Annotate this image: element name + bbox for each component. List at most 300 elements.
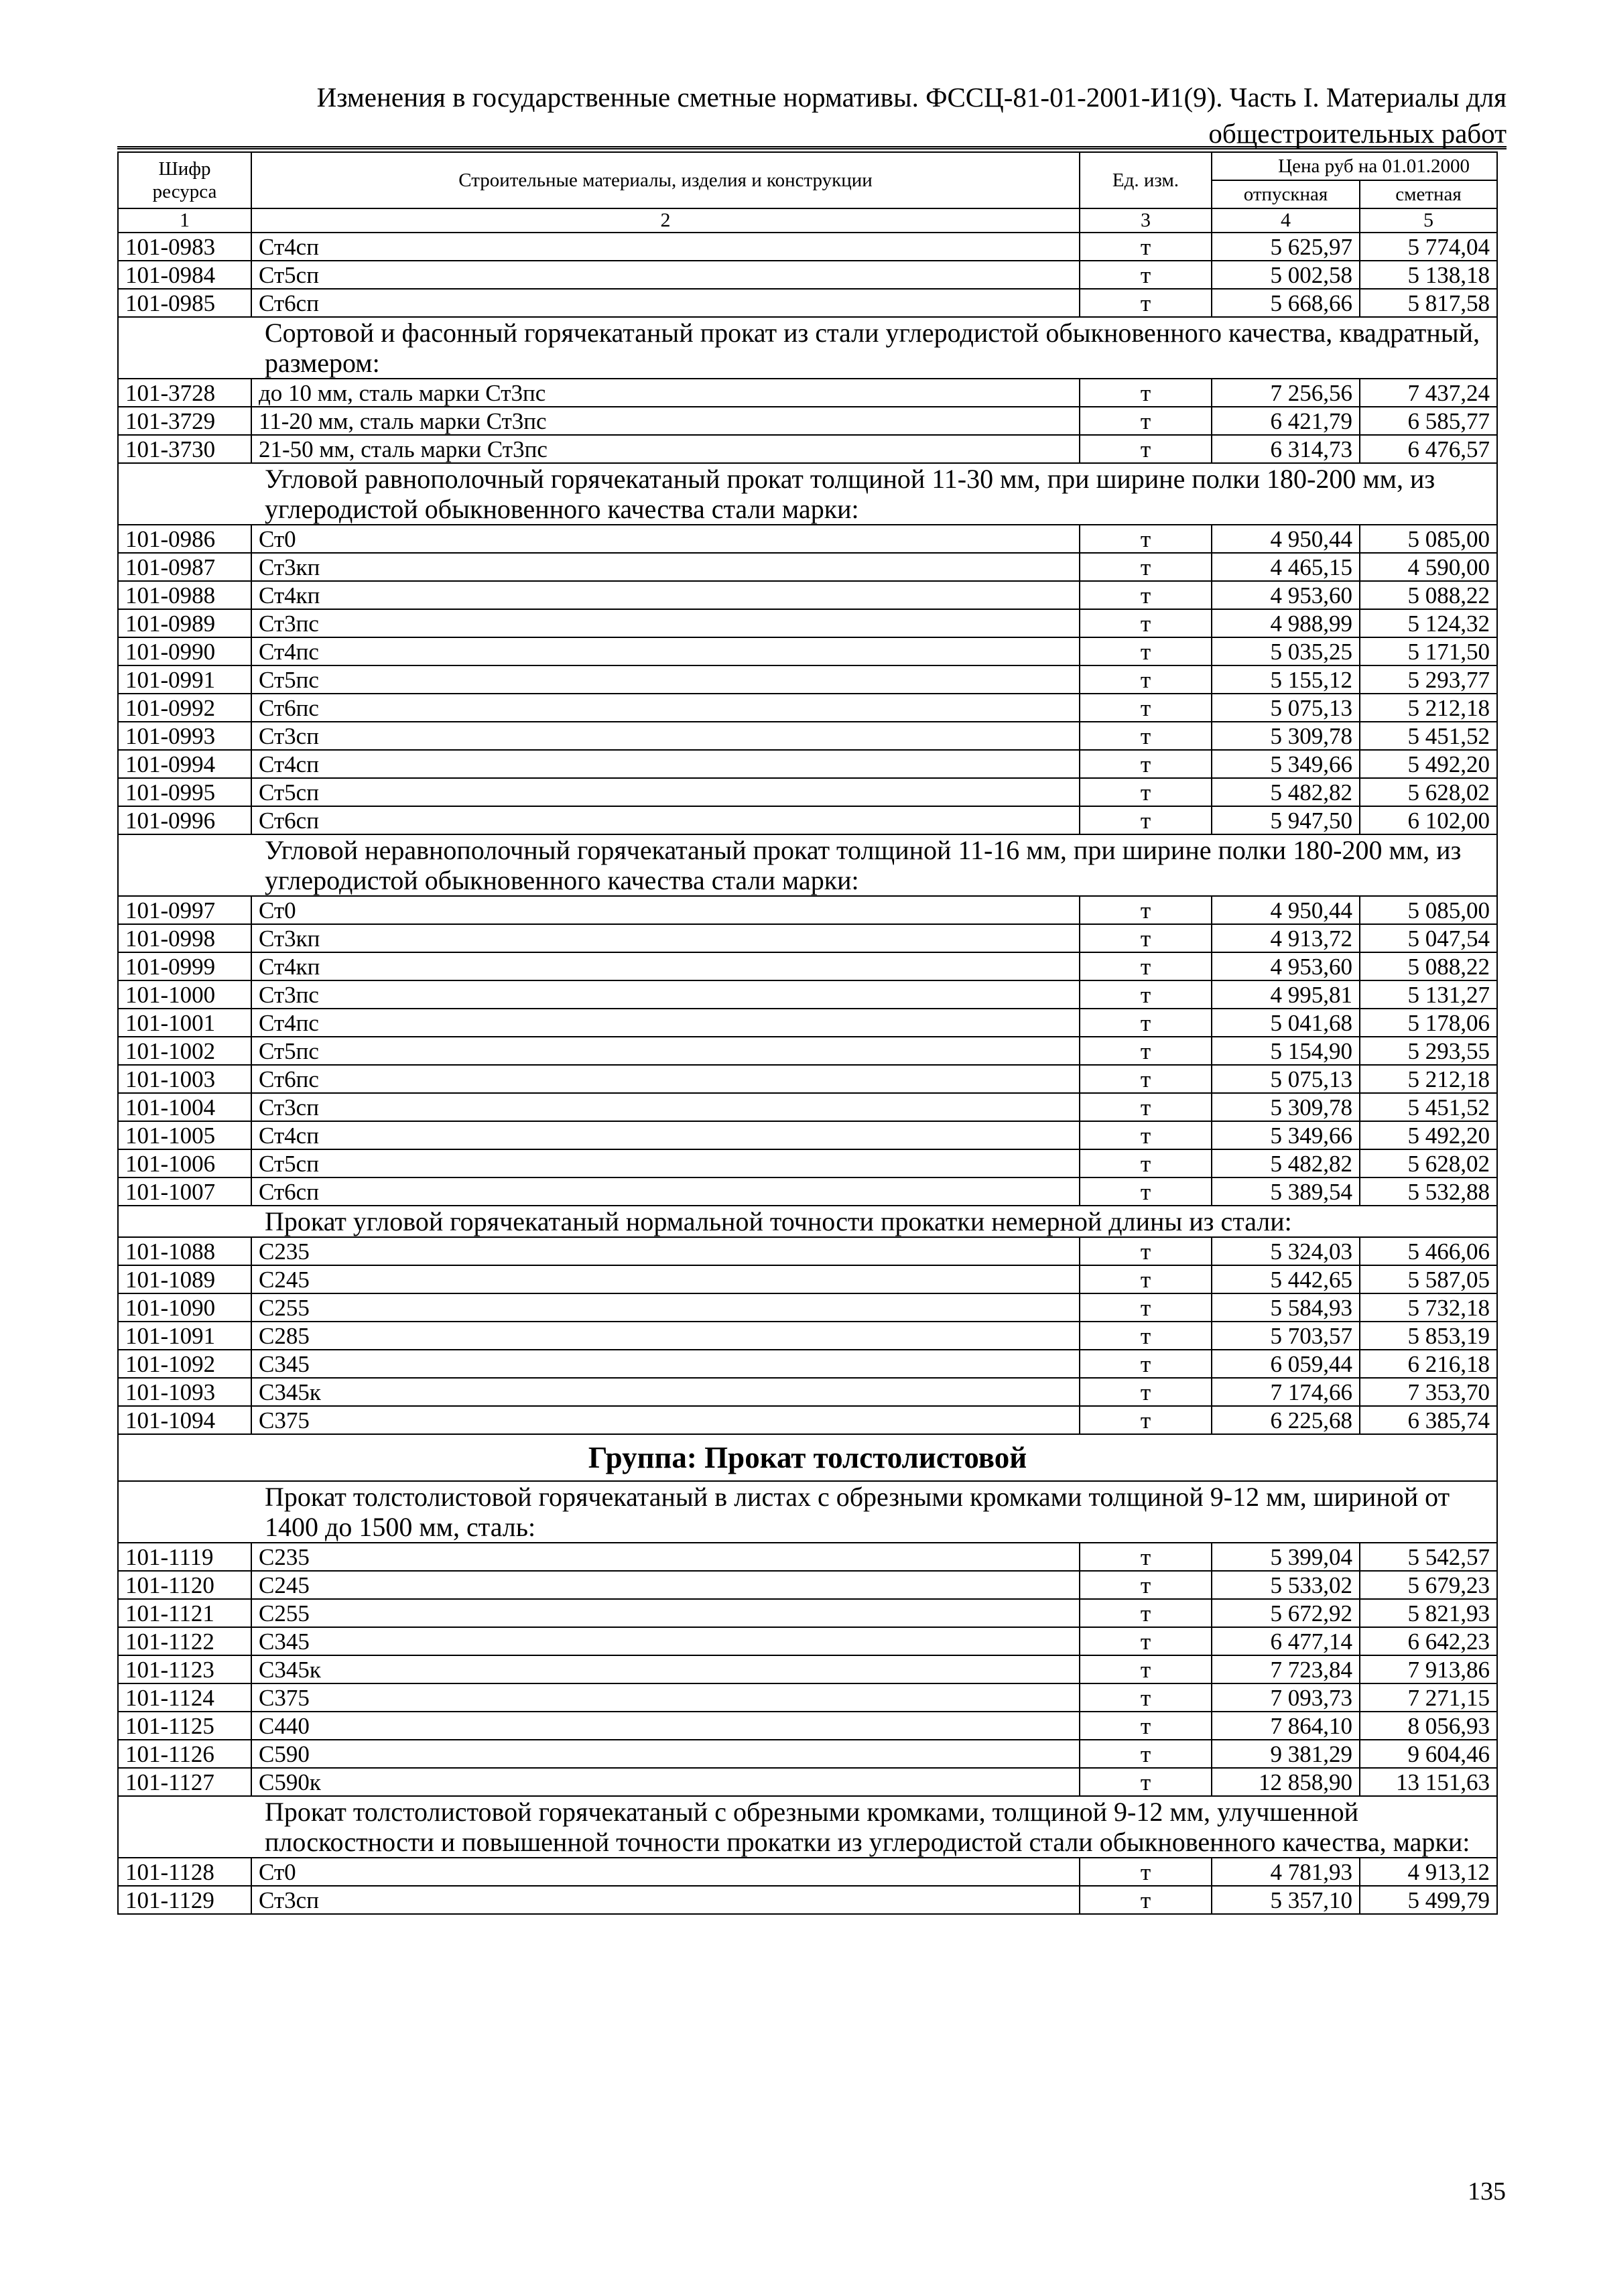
table-row: [118, 1712, 1497, 1740]
price-table-body: [118, 152, 1497, 1914]
table-row: [118, 1149, 1497, 1177]
table-row: [118, 1065, 1497, 1093]
material-name: С375: [251, 1406, 1080, 1434]
unit-cell: т: [1080, 952, 1212, 980]
unit-cell: т: [1080, 1378, 1212, 1406]
material-name: С345к: [251, 1378, 1080, 1406]
release-price: 5 002,58: [1212, 261, 1360, 289]
estimate-price: 5 466,06: [1360, 1237, 1497, 1265]
col-number-1: 1: [118, 208, 251, 233]
unit-cell: т: [1080, 289, 1212, 317]
section-description: Угловой равнополочный горячекатаный прокат толщиной 11-30 мм, при ширине полки 180-200 мм, из углеродистой обыкновенного качества стали марки:: [118, 463, 1497, 525]
release-price: 5 309,78: [1212, 1093, 1360, 1121]
resource-code: 101-1129: [118, 1886, 251, 1914]
release-price: 7 864,10: [1212, 1712, 1360, 1740]
table-row: [118, 1037, 1497, 1065]
material-name: Ст5сп: [251, 1149, 1080, 1177]
resource-code: 101-1094: [118, 1406, 251, 1434]
material-name: Ст3сп: [251, 722, 1080, 750]
unit-cell: т: [1080, 525, 1212, 553]
release-price: 4 913,72: [1212, 924, 1360, 952]
resource-code: 101-1005: [118, 1121, 251, 1149]
release-price: 4 950,44: [1212, 896, 1360, 924]
resource-code: 101-1001: [118, 1009, 251, 1037]
col-number-3: 3: [1080, 208, 1212, 233]
material-name: Ст3пс: [251, 609, 1080, 637]
release-price: 7 093,73: [1212, 1683, 1360, 1712]
resource-code: 101-1088: [118, 1237, 251, 1265]
table-row: [118, 722, 1497, 750]
material-name: С440: [251, 1712, 1080, 1740]
resource-code: 101-1124: [118, 1683, 251, 1712]
material-name: Ст5сп: [251, 778, 1080, 806]
release-price: 4 953,60: [1212, 952, 1360, 980]
column-header-row: [118, 152, 1497, 180]
resource-code: 101-0985: [118, 289, 251, 317]
table-row: [118, 806, 1497, 834]
estimate-price: 5 131,27: [1360, 980, 1497, 1009]
resource-code: 101-1007: [118, 1177, 251, 1206]
material-name: Ст4сп: [251, 233, 1080, 261]
table-row: [118, 1009, 1497, 1037]
unit-cell: т: [1080, 1712, 1212, 1740]
estimate-price: 7 437,24: [1360, 379, 1497, 407]
unit-cell: т: [1080, 379, 1212, 407]
material-name: С255: [251, 1599, 1080, 1627]
release-price: 9 381,29: [1212, 1740, 1360, 1768]
estimate-price: 5 085,00: [1360, 525, 1497, 553]
estimate-price: 5 532,88: [1360, 1177, 1497, 1206]
resource-code: 101-1090: [118, 1293, 251, 1322]
resource-code: 101-3729: [118, 407, 251, 435]
table-row: [118, 525, 1497, 553]
col-number-4: 4: [1212, 208, 1360, 233]
material-name: 21-50 мм, сталь марки Ст3пс: [251, 435, 1080, 463]
unit-cell: т: [1080, 1322, 1212, 1350]
release-price: 5 389,54: [1212, 1177, 1360, 1206]
estimate-price: 5 085,00: [1360, 896, 1497, 924]
release-price: 5 442,65: [1212, 1265, 1360, 1293]
unit-cell: т: [1080, 1121, 1212, 1149]
resource-code: 101-1003: [118, 1065, 251, 1093]
table-row: [118, 778, 1497, 806]
col-number-2: 2: [251, 208, 1080, 233]
release-price: 5 533,02: [1212, 1571, 1360, 1599]
material-name: С255: [251, 1293, 1080, 1322]
unit-cell: т: [1080, 1406, 1212, 1434]
resource-code: 101-1000: [118, 980, 251, 1009]
unit-cell: т: [1080, 1683, 1212, 1712]
unit-cell: т: [1080, 694, 1212, 722]
release-price: 6 477,14: [1212, 1627, 1360, 1655]
release-price: 7 174,66: [1212, 1378, 1360, 1406]
resource-code: 101-1125: [118, 1712, 251, 1740]
unit-cell: т: [1080, 407, 1212, 435]
unit-cell: т: [1080, 1627, 1212, 1655]
table-row: [118, 379, 1497, 407]
material-name: Ст5пс: [251, 1037, 1080, 1065]
material-name: 11-20 мм, сталь марки Ст3пс: [251, 407, 1080, 435]
header-line-2: общестроительных работ: [1208, 118, 1507, 149]
resource-code: 101-1119: [118, 1543, 251, 1571]
unit-cell: т: [1080, 1599, 1212, 1627]
material-name: С245: [251, 1571, 1080, 1599]
release-price: 5 035,25: [1212, 637, 1360, 665]
unit-cell: т: [1080, 637, 1212, 665]
unit-cell: т: [1080, 750, 1212, 778]
material-name: Ст3сп: [251, 1886, 1080, 1914]
release-price: 5 309,78: [1212, 722, 1360, 750]
resource-code: 101-0993: [118, 722, 251, 750]
price-table: [117, 151, 1498, 1915]
release-price: 5 399,04: [1212, 1543, 1360, 1571]
estimate-price: 5 293,77: [1360, 665, 1497, 694]
material-name: Ст4пс: [251, 637, 1080, 665]
resource-code: 101-0995: [118, 778, 251, 806]
estimate-price: 5 492,20: [1360, 750, 1497, 778]
release-price: 4 781,93: [1212, 1858, 1360, 1886]
material-name: Ст0: [251, 896, 1080, 924]
estimate-price: 5 774,04: [1360, 233, 1497, 261]
estimate-price: 5 088,22: [1360, 952, 1497, 980]
unit-cell: т: [1080, 1768, 1212, 1796]
unit-cell: т: [1080, 1571, 1212, 1599]
material-name: Ст4пс: [251, 1009, 1080, 1037]
estimate-price: 5 088,22: [1360, 581, 1497, 609]
resource-code: 101-1120: [118, 1571, 251, 1599]
table-row: [118, 1350, 1497, 1378]
material-name: Ст3пс: [251, 980, 1080, 1009]
table-row: [118, 665, 1497, 694]
resource-code: 101-1089: [118, 1265, 251, 1293]
release-price: 6 421,79: [1212, 407, 1360, 435]
estimate-price: 5 817,58: [1360, 289, 1497, 317]
release-price: 6 225,68: [1212, 1406, 1360, 1434]
estimate-price: 6 642,23: [1360, 1627, 1497, 1655]
unit-cell: т: [1080, 896, 1212, 924]
estimate-price: 5 451,52: [1360, 1093, 1497, 1121]
unit-cell: т: [1080, 1655, 1212, 1683]
estimate-price: 13 151,63: [1360, 1768, 1497, 1796]
table-row: [118, 980, 1497, 1009]
unit-cell: т: [1080, 1093, 1212, 1121]
release-price: 5 324,03: [1212, 1237, 1360, 1265]
material-name: Ст4кп: [251, 952, 1080, 980]
unit-cell: т: [1080, 924, 1212, 952]
resource-code: 101-1123: [118, 1655, 251, 1683]
unit-cell: т: [1080, 1009, 1212, 1037]
table-row: [118, 1293, 1497, 1322]
table-row: [118, 952, 1497, 980]
material-name: Ст5сп: [251, 261, 1080, 289]
unit-cell: т: [1080, 1177, 1212, 1206]
resource-code: 101-0984: [118, 261, 251, 289]
table-row: [118, 261, 1497, 289]
unit-cell: т: [1080, 553, 1212, 581]
material-name: С345: [251, 1627, 1080, 1655]
table-row: [118, 924, 1497, 952]
estimate-price: 9 604,46: [1360, 1740, 1497, 1768]
release-price: 5 357,10: [1212, 1886, 1360, 1914]
unit-cell: т: [1080, 1350, 1212, 1378]
release-price: 5 625,97: [1212, 233, 1360, 261]
estimate-price: 4 590,00: [1360, 553, 1497, 581]
release-price: 5 155,12: [1212, 665, 1360, 694]
unit-cell: т: [1080, 581, 1212, 609]
table-row: [118, 1093, 1497, 1121]
material-name: Ст3сп: [251, 1093, 1080, 1121]
section-description: Сортовой и фасонный горячекатаный прокат из стали углеродистой обыкновенного качества, квадратный, размером:: [118, 317, 1497, 379]
release-price: 6 314,73: [1212, 435, 1360, 463]
material-name: С235: [251, 1237, 1080, 1265]
section-row: [118, 834, 1497, 896]
page-header: [114, 79, 1507, 151]
col-code-header: Шифр ресурса: [118, 152, 251, 208]
estimate-price: 5 628,02: [1360, 1149, 1497, 1177]
material-name: Ст0: [251, 1858, 1080, 1886]
table-row: [118, 750, 1497, 778]
table-row: [118, 1265, 1497, 1293]
resource-code: 101-0994: [118, 750, 251, 778]
material-name: Ст4сп: [251, 1121, 1080, 1149]
table-row: [118, 1740, 1497, 1768]
unit-cell: т: [1080, 1858, 1212, 1886]
estimate-price: 6 476,57: [1360, 435, 1497, 463]
estimate-price: 5 212,18: [1360, 694, 1497, 722]
unit-cell: т: [1080, 435, 1212, 463]
estimate-price: 6 102,00: [1360, 806, 1497, 834]
estimate-price: 5 124,32: [1360, 609, 1497, 637]
unit-cell: т: [1080, 778, 1212, 806]
estimate-price: 5 178,06: [1360, 1009, 1497, 1037]
estimate-price: 5 171,50: [1360, 637, 1497, 665]
unit-cell: т: [1080, 1237, 1212, 1265]
estimate-price: 7 271,15: [1360, 1683, 1497, 1712]
table-row: [118, 1599, 1497, 1627]
table-row: [118, 896, 1497, 924]
unit-cell: т: [1080, 1149, 1212, 1177]
group-row: [118, 1434, 1497, 1481]
release-price: 5 703,57: [1212, 1322, 1360, 1350]
table-row: [118, 1121, 1497, 1149]
release-price: 4 953,60: [1212, 581, 1360, 609]
material-name: Ст3кп: [251, 553, 1080, 581]
material-name: С285: [251, 1322, 1080, 1350]
release-price: 5 349,66: [1212, 1121, 1360, 1149]
unit-cell: т: [1080, 722, 1212, 750]
section-description: Прокат угловой горячекатаный нормальной точности прокатки немерной длины из стали:: [118, 1206, 1497, 1237]
estimate-price: 5 138,18: [1360, 261, 1497, 289]
resource-code: 101-0987: [118, 553, 251, 581]
material-name: Ст5пс: [251, 665, 1080, 694]
unit-cell: т: [1080, 1293, 1212, 1322]
resource-code: 101-3728: [118, 379, 251, 407]
table-row: [118, 289, 1497, 317]
release-price: 4 995,81: [1212, 980, 1360, 1009]
resource-code: 101-0999: [118, 952, 251, 980]
release-price: 4 950,44: [1212, 525, 1360, 553]
table-row: [118, 1655, 1497, 1683]
material-name: С245: [251, 1265, 1080, 1293]
table-row: [118, 1378, 1497, 1406]
group-title: Группа: Прокат толстолистовой: [118, 1434, 1497, 1481]
table-row: [118, 553, 1497, 581]
resource-code: 101-1128: [118, 1858, 251, 1886]
resource-code: 101-0988: [118, 581, 251, 609]
header-divider: [117, 146, 1507, 149]
table-row: [118, 1683, 1497, 1712]
resource-code: 101-0992: [118, 694, 251, 722]
unit-cell: т: [1080, 665, 1212, 694]
table-row: [118, 609, 1497, 637]
material-name: С345к: [251, 1655, 1080, 1683]
unit-cell: т: [1080, 609, 1212, 637]
material-name: С590: [251, 1740, 1080, 1768]
estimate-price: 8 056,93: [1360, 1712, 1497, 1740]
estimate-price: 5 492,20: [1360, 1121, 1497, 1149]
release-price: 6 059,44: [1212, 1350, 1360, 1378]
resource-code: 101-1002: [118, 1037, 251, 1065]
estimate-price: 5 542,57: [1360, 1543, 1497, 1571]
resource-code: 101-0983: [118, 233, 251, 261]
material-name: Ст6сп: [251, 806, 1080, 834]
col-release-header: отпускная: [1212, 180, 1360, 208]
material-name: С345: [251, 1350, 1080, 1378]
col-estimate-header: сметная: [1360, 180, 1497, 208]
unit-cell: т: [1080, 980, 1212, 1009]
table-row: [118, 1543, 1497, 1571]
estimate-price: 5 853,19: [1360, 1322, 1497, 1350]
release-price: 7 256,56: [1212, 379, 1360, 407]
column-number-row: [118, 208, 1497, 233]
estimate-price: 5 212,18: [1360, 1065, 1497, 1093]
estimate-price: 5 499,79: [1360, 1886, 1497, 1914]
release-price: 5 668,66: [1212, 289, 1360, 317]
estimate-price: 7 913,86: [1360, 1655, 1497, 1683]
unit-cell: т: [1080, 1543, 1212, 1571]
estimate-price: 4 913,12: [1360, 1858, 1497, 1886]
estimate-price: 6 585,77: [1360, 407, 1497, 435]
table-row: [118, 233, 1497, 261]
table-row: [118, 1886, 1497, 1914]
table-row: [118, 1858, 1497, 1886]
estimate-price: 5 679,23: [1360, 1571, 1497, 1599]
material-name: С590к: [251, 1768, 1080, 1796]
estimate-price: 7 353,70: [1360, 1378, 1497, 1406]
header-line-1: Изменения в государственные сметные нормативы. ФССЦ-81-01-2001-И1(9). Часть I. Материалы для: [316, 82, 1507, 113]
resource-code: 101-0998: [118, 924, 251, 952]
section-description: Прокат толстолистовой горячекатаный с обрезными кромками, толщиной 9-12 мм, улучшенной плоскостности и повышенной точности прокатки из углеродистой стали обыкновенного качества, марки:: [118, 1796, 1497, 1858]
section-row: [118, 1206, 1497, 1237]
section-description: Прокат толстолистовой горячекатаный в листах с обрезными кромками толщиной 9-12 мм, шириной от 1400 до 1500 мм, сталь:: [118, 1481, 1497, 1543]
resource-code: 101-0997: [118, 896, 251, 924]
release-price: 5 075,13: [1212, 1065, 1360, 1093]
release-price: 5 349,66: [1212, 750, 1360, 778]
resource-code: 101-1004: [118, 1093, 251, 1121]
estimate-price: 5 293,55: [1360, 1037, 1497, 1065]
material-name: Ст4сп: [251, 750, 1080, 778]
resource-code: 101-1122: [118, 1627, 251, 1655]
table-row: [118, 1406, 1497, 1434]
release-price: 5 482,82: [1212, 1149, 1360, 1177]
resource-code: 101-1126: [118, 1740, 251, 1768]
material-name: до 10 мм, сталь марки Ст3пс: [251, 379, 1080, 407]
table-row: [118, 1768, 1497, 1796]
material-name: Ст6сп: [251, 289, 1080, 317]
material-name: Ст6пс: [251, 694, 1080, 722]
release-price: 5 075,13: [1212, 694, 1360, 722]
material-name: Ст0: [251, 525, 1080, 553]
col-name-header: Строительные материалы, изделия и конструкции: [251, 152, 1080, 208]
table-row: [118, 1627, 1497, 1655]
unit-cell: т: [1080, 1886, 1212, 1914]
estimate-price: 5 732,18: [1360, 1293, 1497, 1322]
table-row: [118, 1571, 1497, 1599]
resource-code: 101-0986: [118, 525, 251, 553]
table-row: [118, 1322, 1497, 1350]
estimate-price: 5 451,52: [1360, 722, 1497, 750]
release-price: 4 988,99: [1212, 609, 1360, 637]
section-description: Угловой неравнополочный горячекатаный прокат толщиной 11-16 мм, при ширине полки 180-200 мм, из углеродистой обыкновенного качества стали марки:: [118, 834, 1497, 896]
resource-code: 101-0991: [118, 665, 251, 694]
material-name: С235: [251, 1543, 1080, 1571]
table-row: [118, 637, 1497, 665]
unit-cell: т: [1080, 806, 1212, 834]
resource-code: 101-0990: [118, 637, 251, 665]
resource-code: 101-3730: [118, 435, 251, 463]
estimate-price: 6 385,74: [1360, 1406, 1497, 1434]
release-price: 5 154,90: [1212, 1037, 1360, 1065]
material-name: Ст6пс: [251, 1065, 1080, 1093]
resource-code: 101-1091: [118, 1322, 251, 1350]
table-row: [118, 435, 1497, 463]
release-price: 5 584,93: [1212, 1293, 1360, 1322]
unit-cell: т: [1080, 1265, 1212, 1293]
resource-code: 101-1121: [118, 1599, 251, 1627]
release-price: 7 723,84: [1212, 1655, 1360, 1683]
release-price: 5 482,82: [1212, 778, 1360, 806]
material-name: Ст3кп: [251, 924, 1080, 952]
resource-code: 101-1092: [118, 1350, 251, 1378]
estimate-price: 6 216,18: [1360, 1350, 1497, 1378]
release-price: 5 947,50: [1212, 806, 1360, 834]
section-row: [118, 463, 1497, 525]
estimate-price: 5 587,05: [1360, 1265, 1497, 1293]
col-number-5: 5: [1360, 208, 1497, 233]
release-price: 12 858,90: [1212, 1768, 1360, 1796]
col-unit-header: Ед. изм.: [1080, 152, 1212, 208]
table-row: [118, 1237, 1497, 1265]
section-row: [118, 1481, 1497, 1543]
resource-code: 101-1093: [118, 1378, 251, 1406]
section-row: [118, 1796, 1497, 1858]
table-row: [118, 694, 1497, 722]
release-price: 4 465,15: [1212, 553, 1360, 581]
unit-cell: т: [1080, 233, 1212, 261]
section-row: [118, 317, 1497, 379]
resource-code: 101-0996: [118, 806, 251, 834]
page-number: 135: [1468, 2177, 1506, 2206]
unit-cell: т: [1080, 261, 1212, 289]
resource-code: 101-1127: [118, 1768, 251, 1796]
unit-cell: т: [1080, 1065, 1212, 1093]
material-name: Ст6сп: [251, 1177, 1080, 1206]
table-row: [118, 407, 1497, 435]
table-row: [118, 581, 1497, 609]
unit-cell: т: [1080, 1740, 1212, 1768]
unit-cell: т: [1080, 1037, 1212, 1065]
release-price: 5 041,68: [1212, 1009, 1360, 1037]
